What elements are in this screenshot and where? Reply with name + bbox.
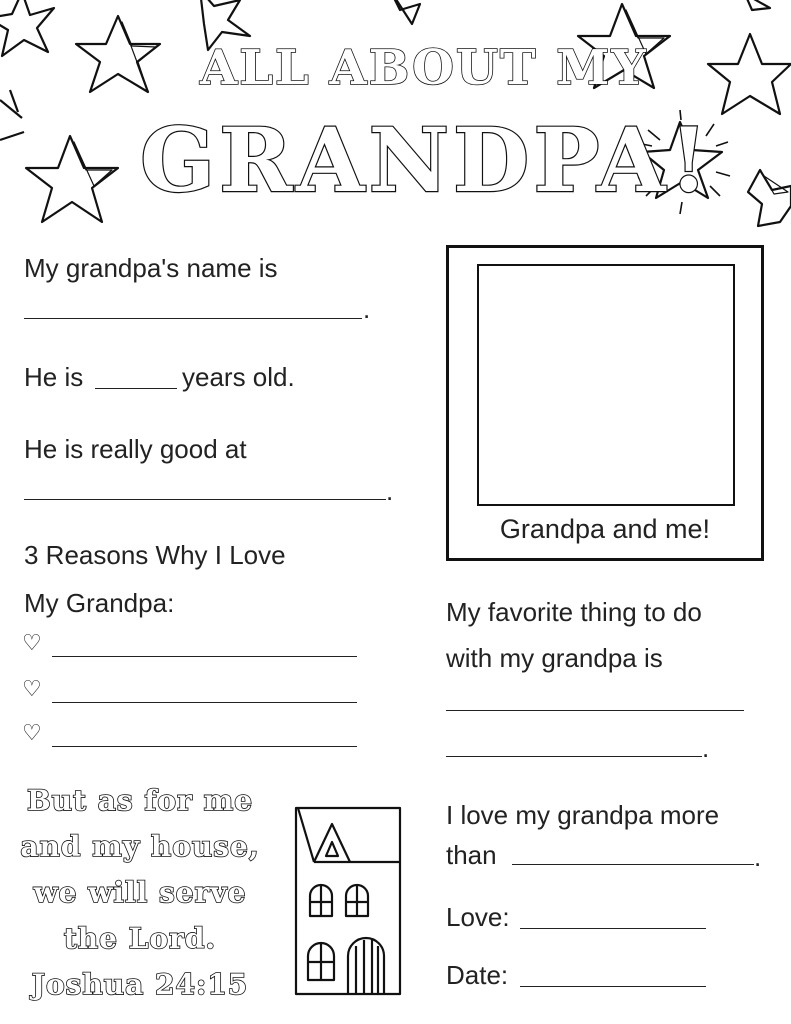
star-icon <box>708 34 791 114</box>
verse-line-1: But as for me <box>26 784 254 817</box>
good-at-prompt: He is really good at <box>24 434 247 464</box>
name-end: . <box>363 294 371 324</box>
age-blank[interactable] <box>95 388 177 389</box>
date-label: Date: <box>446 960 509 990</box>
star-icon <box>748 170 791 226</box>
reason-blank-1[interactable] <box>52 656 357 657</box>
favorite-prompt-2: with my grandpa is <box>446 643 663 673</box>
good-at-end: . <box>386 476 394 506</box>
title-top: ALL ABOUT MY <box>200 40 648 96</box>
star-icon <box>26 136 118 222</box>
favorite-end: . <box>702 733 710 763</box>
love-more-prompt-2: than <box>446 840 497 870</box>
love-more-end: . <box>754 842 762 872</box>
heart-icon: ♡ <box>22 676 42 701</box>
love-blank[interactable] <box>520 928 706 929</box>
age-prefix: He is <box>24 362 84 392</box>
photo-frame <box>446 245 764 561</box>
heart-icon: ♡ <box>22 720 42 745</box>
page-title: GRANDPA! <box>140 108 712 212</box>
star-icon <box>390 0 420 24</box>
verse-line-4: the Lord. <box>63 922 217 955</box>
favorite-prompt-1: My favorite thing to do <box>446 597 702 627</box>
name-blank[interactable] <box>24 318 362 319</box>
heart-icon: ♡ <box>22 630 42 655</box>
verse-line-3: we will serve <box>33 876 247 909</box>
love-label: Love: <box>446 902 510 932</box>
photo-placeholder[interactable] <box>477 264 735 506</box>
reasons-heading-2: My Grandpa: <box>24 588 175 618</box>
love-more-blank[interactable] <box>512 864 754 865</box>
photo-caption: Grandpa and me! <box>499 514 711 544</box>
favorite-blank-2[interactable] <box>446 756 702 757</box>
verse-line-2: and my house, <box>20 830 260 863</box>
reason-blank-2[interactable] <box>52 702 357 703</box>
reasons-heading-1: 3 Reasons Why I Love <box>24 540 286 570</box>
good-at-blank[interactable] <box>24 499 386 500</box>
star-icon <box>0 90 24 140</box>
name-prompt: My grandpa's name is <box>24 253 278 283</box>
age-suffix: years old. <box>182 362 295 392</box>
verse-reference: Joshua 24:15 <box>31 968 249 1001</box>
star-icon <box>0 0 54 56</box>
favorite-blank-1[interactable] <box>446 710 744 711</box>
star-icon <box>745 0 770 10</box>
house-icon <box>292 800 402 1000</box>
reason-blank-3[interactable] <box>52 746 357 747</box>
date-blank[interactable] <box>520 986 706 987</box>
love-more-prompt-1: I love my grandpa more <box>446 800 720 830</box>
